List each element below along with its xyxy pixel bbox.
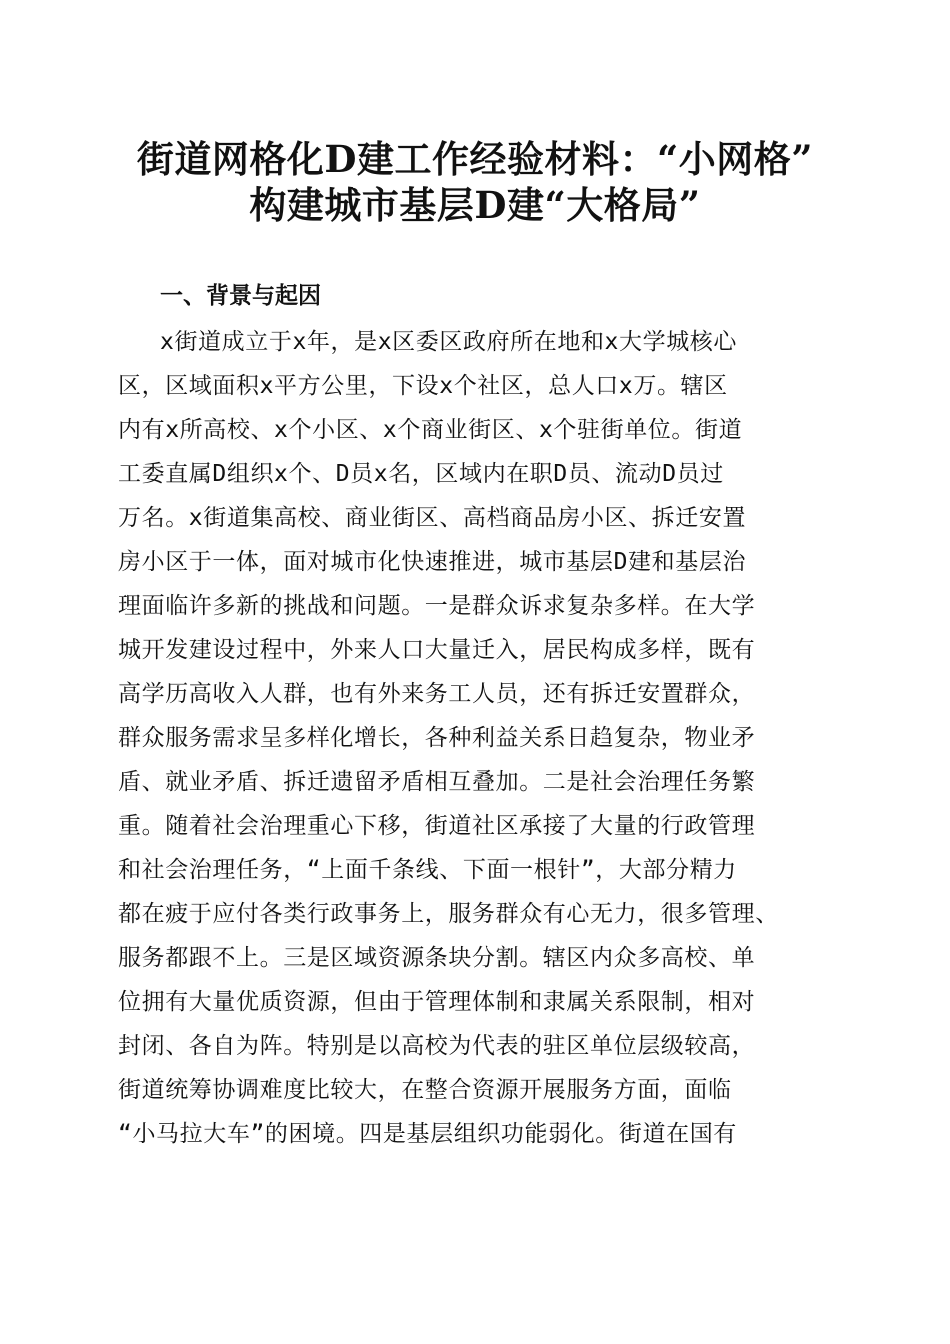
paragraph-line: 重。随着社会治理重心下移，街道社区承接了大量的行政管理 [118, 813, 756, 839]
paragraph-line: 区，区域面积x平方公里，下设x个社区，总人口x万。辖区 [118, 373, 728, 399]
paragraph-line: 房小区于一体，面对城市化快速推进，城市基层D建和基层治 [118, 549, 747, 575]
paragraph-line: 街道统筹协调难度比较大，在整合资源开展服务方面，面临 [118, 1077, 732, 1103]
document-title-line-1: 街道网格化D建工作经验材料：“小网格” [136, 137, 814, 181]
paragraph-line: 群众服务需求呈多样化增长，各种利益关系日趋复杂，物业矛 [118, 725, 756, 751]
paragraph-line: “小马拉大车”的困境。四是基层组织功能弱化。街道在国有 [118, 1121, 737, 1147]
paragraph-line: 位拥有大量优质资源，但由于管理体制和隶属关系限制，相对 [118, 989, 756, 1015]
paragraph-line: 理面临许多新的挑战和问题。一是群众诉求复杂多样。在大学 [118, 593, 756, 619]
paragraph-line: 城开发建设过程中，外来人口大量迁入，居民构成多样，既有 [118, 637, 756, 663]
paragraph-line: 封闭、各自为阵。特别是以高校为代表的驻区单位层级较高， [118, 1033, 756, 1059]
paragraph-line: 万名。x街道集高校、商业街区、高档商品房小区、拆迁安置 [118, 505, 747, 531]
paragraph-line: 工委直属D组织x个、D员x名，区域内在职D员、流动D员过 [118, 461, 724, 487]
section-heading: 一、背景与起因 [160, 283, 321, 309]
paragraph-line: 都在疲于应付各类行政事务上，服务群众有心无力，很多管理、 [118, 901, 779, 927]
paragraph-line: 内有x所高校、x个小区、x个商业街区、x个驻街单位。街道 [118, 417, 743, 443]
paragraph-line: 服务都跟不上。三是区域资源条块分割。辖区内众多高校、单 [118, 945, 756, 971]
paragraph-line: 高学历高收入人群，也有外来务工人员，还有拆迁安置群众， [118, 681, 756, 707]
paragraph-line: x街道成立于x年，是x区委区政府所在地和x大学城核心 [160, 329, 737, 355]
paragraph-line: 和社会治理任务，“上面千条线、下面一根针”，大部分精力 [118, 857, 737, 883]
paragraph-line: 盾、就业矛盾、拆迁遗留矛盾相互叠加。二是社会治理任务繁 [118, 769, 756, 795]
document-title-line-2: 构建城市基层D建“大格局” [249, 183, 701, 227]
